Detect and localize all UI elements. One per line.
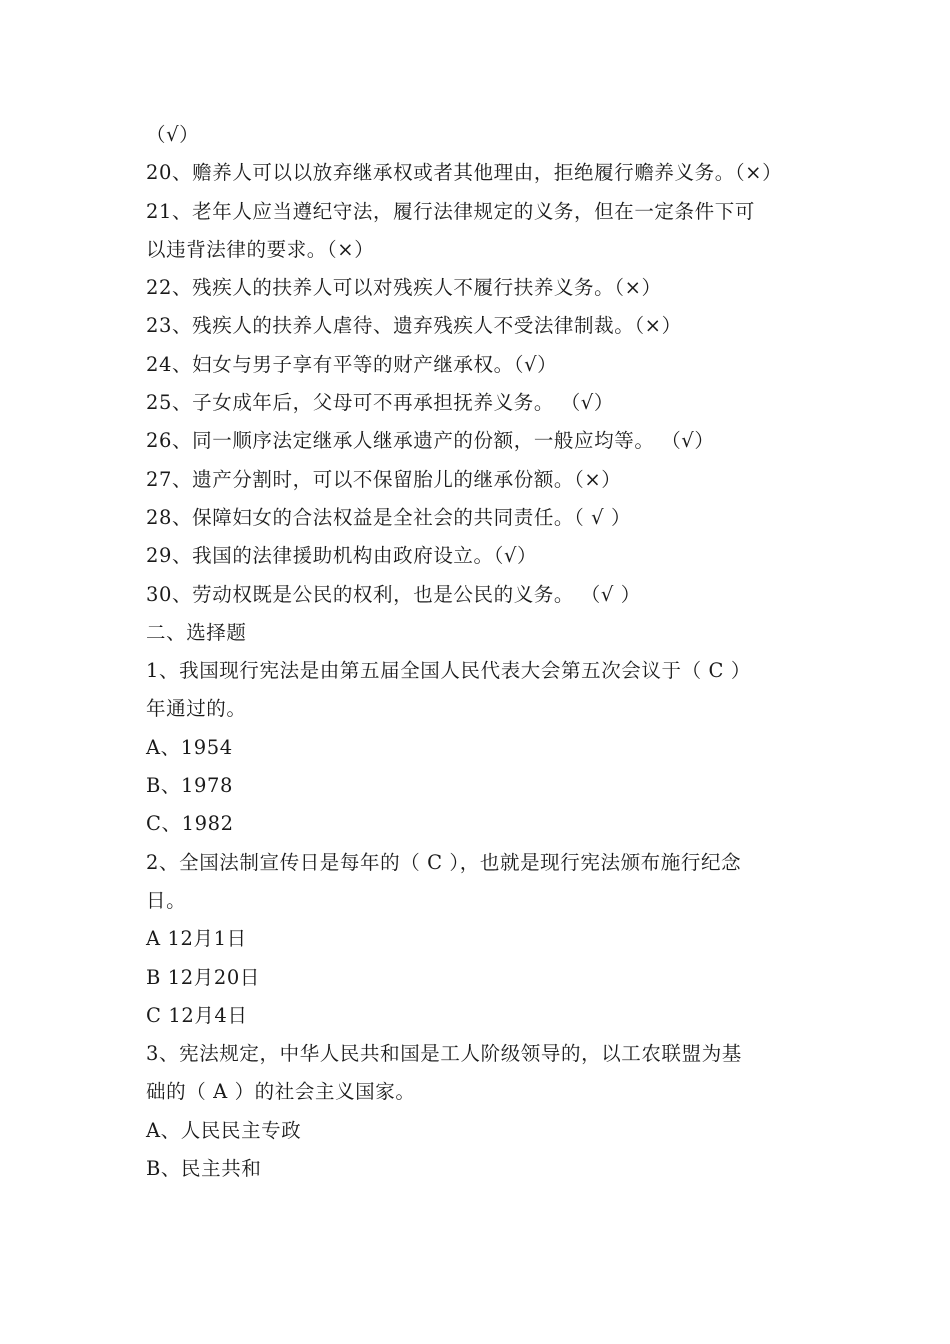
choice-question-2: 2、全国法制宣传日是每年的（ C ），也就是现行宪法颁布施行纪念	[146, 850, 742, 874]
question-21: 21、老年人应当遵纪守法，履行法律规定的义务，但在一定条件下可	[146, 199, 755, 223]
choice-question-1-cont: 年通过的。	[146, 697, 247, 721]
question-25: 25、子女成年后，父母可不再承担抚养义务。 （√）	[146, 391, 614, 415]
question-23: 23、残疾人的扶养人虐待、遗弃残疾人不受法律制裁。（×）	[146, 314, 682, 338]
document-body	[146, 116, 810, 1188]
choice-option: B、民主共和	[146, 1157, 262, 1181]
choice-question-3-cont: 础的（ A ）的社会主义国家。	[146, 1080, 416, 1104]
question-22: 22、残疾人的扶养人可以对残疾人不履行扶养义务。（×）	[146, 276, 662, 300]
question-29: 29、我国的法律援助机构由政府设立。（√）	[146, 544, 538, 568]
question-24: 24、妇女与男子享有平等的财产继承权。（√）	[146, 352, 558, 376]
question-28: 28、保障妇女的合法权益是全社会的共同责任。（ √ ）	[146, 505, 632, 529]
choice-option: B 12月20日	[146, 965, 260, 989]
question-26: 26、同一顺序法定继承人继承遗产的份额，一般应均等。 （√）	[146, 429, 715, 453]
choice-option: B、1978	[146, 774, 234, 798]
choice-question-2-cont: 日。	[146, 888, 187, 912]
question-21-cont: 以违背法律的要求。（×）	[146, 237, 375, 261]
choice-question-1: 1、我国现行宪法是由第五届全国人民代表大会第五次会议于（ C ）	[146, 659, 751, 683]
answer-line: （√）	[146, 123, 200, 146]
choice-question-3: 3、宪法规定，中华人民共和国是工人阶级领导的，以工农联盟为基	[146, 1042, 742, 1066]
question-20: 20、赡养人可以以放弃继承权或者其他理由，拒绝履行赡养义务。（×）	[146, 161, 783, 185]
question-27: 27、遗产分割时，可以不保留胎儿的继承份额。（×）	[146, 467, 622, 491]
choice-option: C 12月4日	[146, 1003, 248, 1027]
choice-option: A、人民民主专政	[146, 1118, 302, 1142]
choice-option: A 12月1日	[146, 927, 247, 951]
section-heading: 二、选择题	[146, 620, 247, 644]
question-30: 30、劳动权既是公民的权利，也是公民的义务。 （√ ）	[146, 582, 641, 606]
choice-option: C、1982	[146, 812, 234, 836]
choice-option: A、1954	[146, 735, 233, 759]
